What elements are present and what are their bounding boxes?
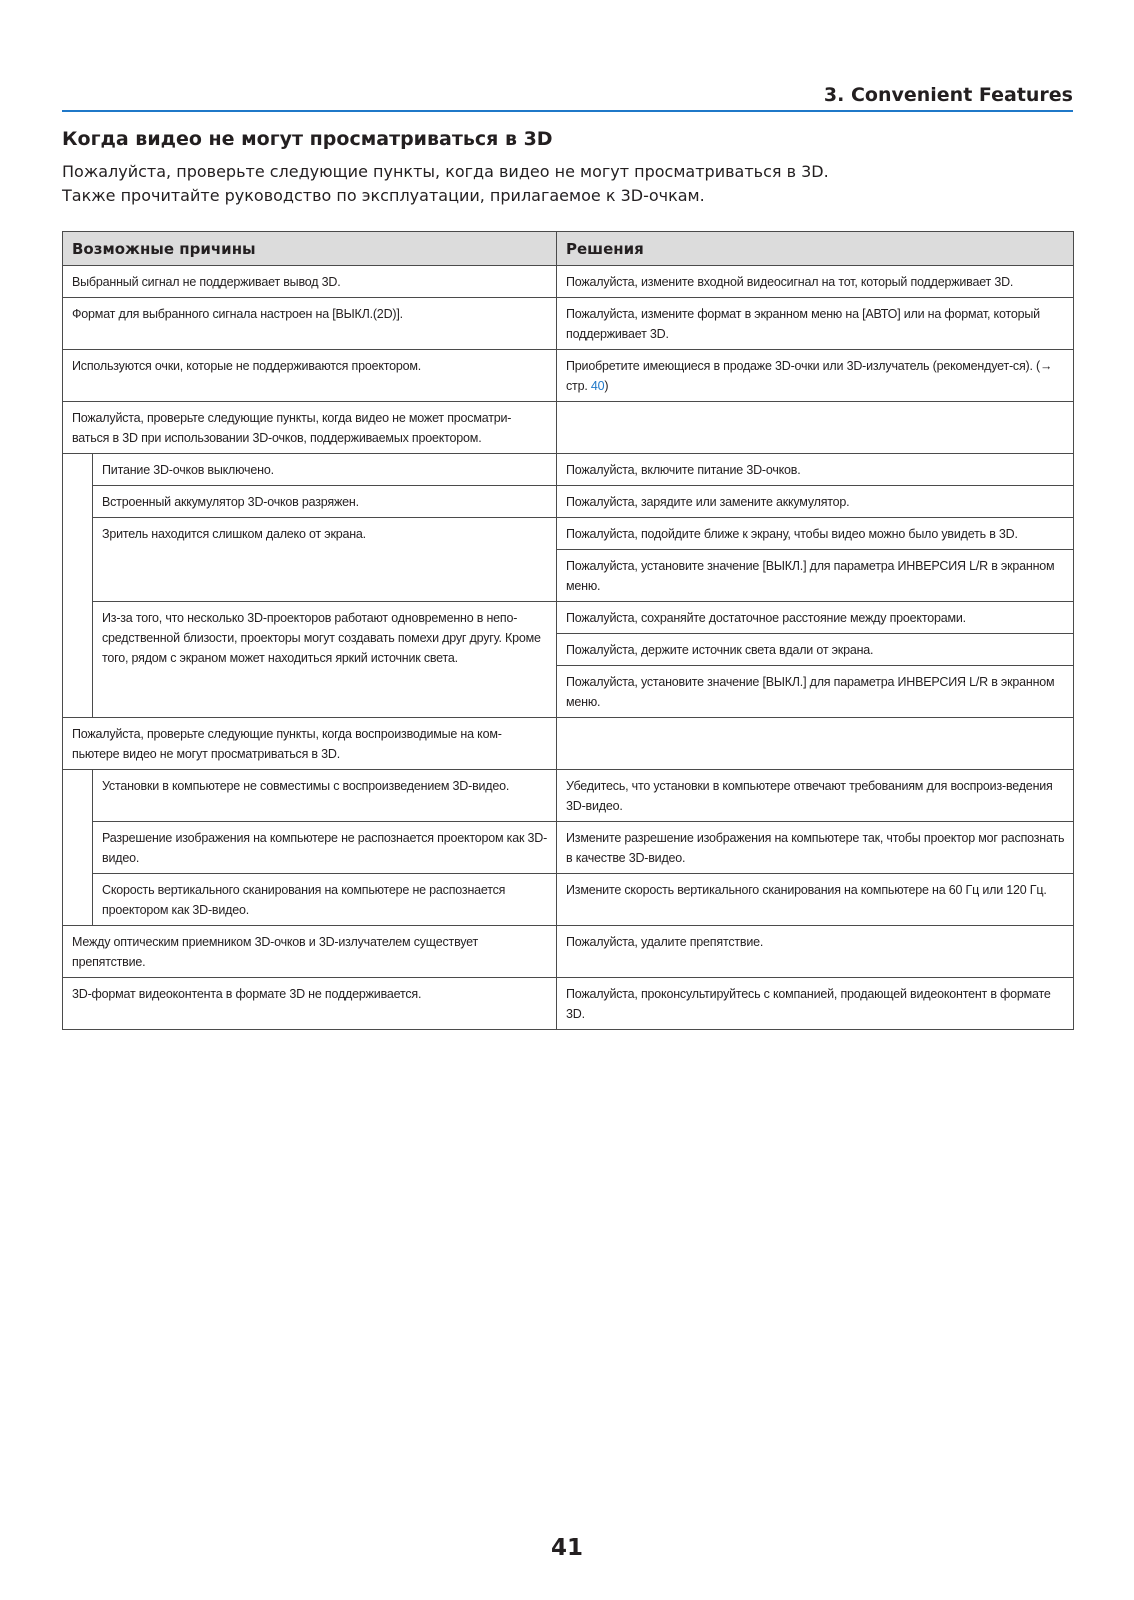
cause-cell: Встроенный аккумулятор 3D-очков разряжен. xyxy=(93,486,557,518)
indent-cell xyxy=(63,454,93,718)
table-row xyxy=(63,926,1074,978)
group-heading-row xyxy=(63,402,1074,454)
table-row xyxy=(63,266,1074,298)
cause-cell: 3D-формат видеоконтента в формате 3D не поддерживается. xyxy=(63,978,557,1030)
cause-cell: Скорость вертикального сканирования на компьютере не распознается проектором как 3D-видео. xyxy=(93,874,557,926)
cause-cell: Установки в компьютере не совместимы с воспроизведением 3D-видео. xyxy=(93,770,557,822)
group-heading-cell: Пожалуйста, проверьте следующие пункты, когда видео не может просматри-ваться в 3D при использовании 3D-очков, поддерживаемых проектором. xyxy=(63,402,557,454)
page-number: 41 xyxy=(550,1535,583,1561)
intro-text xyxy=(62,160,1062,208)
column-header-causes: Возможные причины xyxy=(63,232,557,266)
cause-cell: Зритель находится слишком далеко от экрана. xyxy=(93,518,557,602)
cause-cell: Выбранный сигнал не поддерживает вывод 3D. xyxy=(63,266,557,298)
table-row xyxy=(63,298,1074,350)
troubleshooting-table xyxy=(62,231,1074,1030)
table-row xyxy=(63,602,1074,634)
group-heading-cell: Пожалуйста, проверьте следующие пункты, когда воспроизводимые на ком-пьютере видео не могут просматриваться в 3D. xyxy=(63,718,557,770)
solution-cell: Пожалуйста, измените формат в экранном меню на [АВТО] или на формат, который поддерживает 3D. xyxy=(557,298,1074,350)
table-row xyxy=(63,770,1074,822)
solution-cell: Пожалуйста, зарядите или замените аккумулятор. xyxy=(557,486,1074,518)
table-row xyxy=(63,822,1074,874)
table-row xyxy=(63,874,1074,926)
solution-text-end: ) xyxy=(604,379,609,393)
table-header-row xyxy=(63,232,1074,266)
page-title: Когда видео не могут просматриваться в 3D xyxy=(62,128,553,150)
solution-cell: Убедитесь, что установки в компьютере отвечают требованиям для воспроиз-ведения 3D-видео. xyxy=(557,770,1074,822)
solution-text: Приобретите имеющиеся в продаже 3D-очки или 3D-излучатель (рекомендует-ся). (→ стр. xyxy=(566,359,1053,393)
page-link[interactable]: 40 xyxy=(590,379,605,393)
section-header: 3. Convenient Features xyxy=(62,84,1073,112)
empty-solution-cell xyxy=(557,402,1074,454)
table-row xyxy=(63,978,1074,1030)
solution-cell xyxy=(557,350,1074,402)
cause-cell: Формат для выбранного сигнала настроен на [ВЫКЛ.(2D)]. xyxy=(63,298,557,350)
solution-cell: Пожалуйста, держите источник света вдали от экрана. xyxy=(557,634,1074,666)
indent-cell xyxy=(63,770,93,926)
empty-solution-cell xyxy=(557,718,1074,770)
cause-cell: Используются очки, которые не поддерживаются проектором. xyxy=(63,350,557,402)
solution-cell: Пожалуйста, удалите препятствие. xyxy=(557,926,1074,978)
solution-cell: Пожалуйста, включите питание 3D-очков. xyxy=(557,454,1074,486)
solution-cell: Пожалуйста, установите значение [ВЫКЛ.] для параметра ИНВЕРСИЯ L/R в экранном меню. xyxy=(557,550,1074,602)
table-row xyxy=(63,518,1074,550)
solution-cell: Измените скорость вертикального сканирования на компьютере на 60 Гц или 120 Гц. xyxy=(557,874,1074,926)
intro-line-1: Пожалуйста, проверьте следующие пункты, когда видео не могут просматриваться в 3D. xyxy=(62,162,829,181)
intro-line-2: Также прочитайте руководство по эксплуатации, прилагаемое к 3D-очкам. xyxy=(62,186,705,205)
solution-cell: Пожалуйста, подойдите ближе к экрану, чтобы видео можно было увидеть в 3D. xyxy=(557,518,1074,550)
column-header-solutions: Решения xyxy=(557,232,1074,266)
solution-cell: Пожалуйста, сохраняйте достаточное расстояние между проекторами. xyxy=(557,602,1074,634)
solution-cell: Измените разрешение изображения на компьютере так, чтобы проектор мог распознать в качестве 3D-видео. xyxy=(557,822,1074,874)
group-heading-row xyxy=(63,718,1074,770)
cause-cell: Из-за того, что несколько 3D-проекторов работают одновременно в непо-средственной близости, проекторы могут создавать помехи друг другу. Кроме того, рядом с экраном может находиться яркий источник света. xyxy=(93,602,557,718)
solution-cell: Пожалуйста, проконсультируйтесь с компанией, продающей видеоконтент в формате 3D. xyxy=(557,978,1074,1030)
table-row xyxy=(63,454,1074,486)
solution-cell: Пожалуйста, измените входной видеосигнал на тот, который поддерживает 3D. xyxy=(557,266,1074,298)
solution-cell: Пожалуйста, установите значение [ВЫКЛ.] для параметра ИНВЕРСИЯ L/R в экранном меню. xyxy=(557,666,1074,718)
cause-cell: Разрешение изображения на компьютере не распознается проектором как 3D-видео. xyxy=(93,822,557,874)
table-row xyxy=(63,350,1074,402)
table-row xyxy=(63,486,1074,518)
cause-cell: Между оптическим приемником 3D-очков и 3D-излучателем существует препятствие. xyxy=(63,926,557,978)
cause-cell: Питание 3D-очков выключено. xyxy=(93,454,557,486)
